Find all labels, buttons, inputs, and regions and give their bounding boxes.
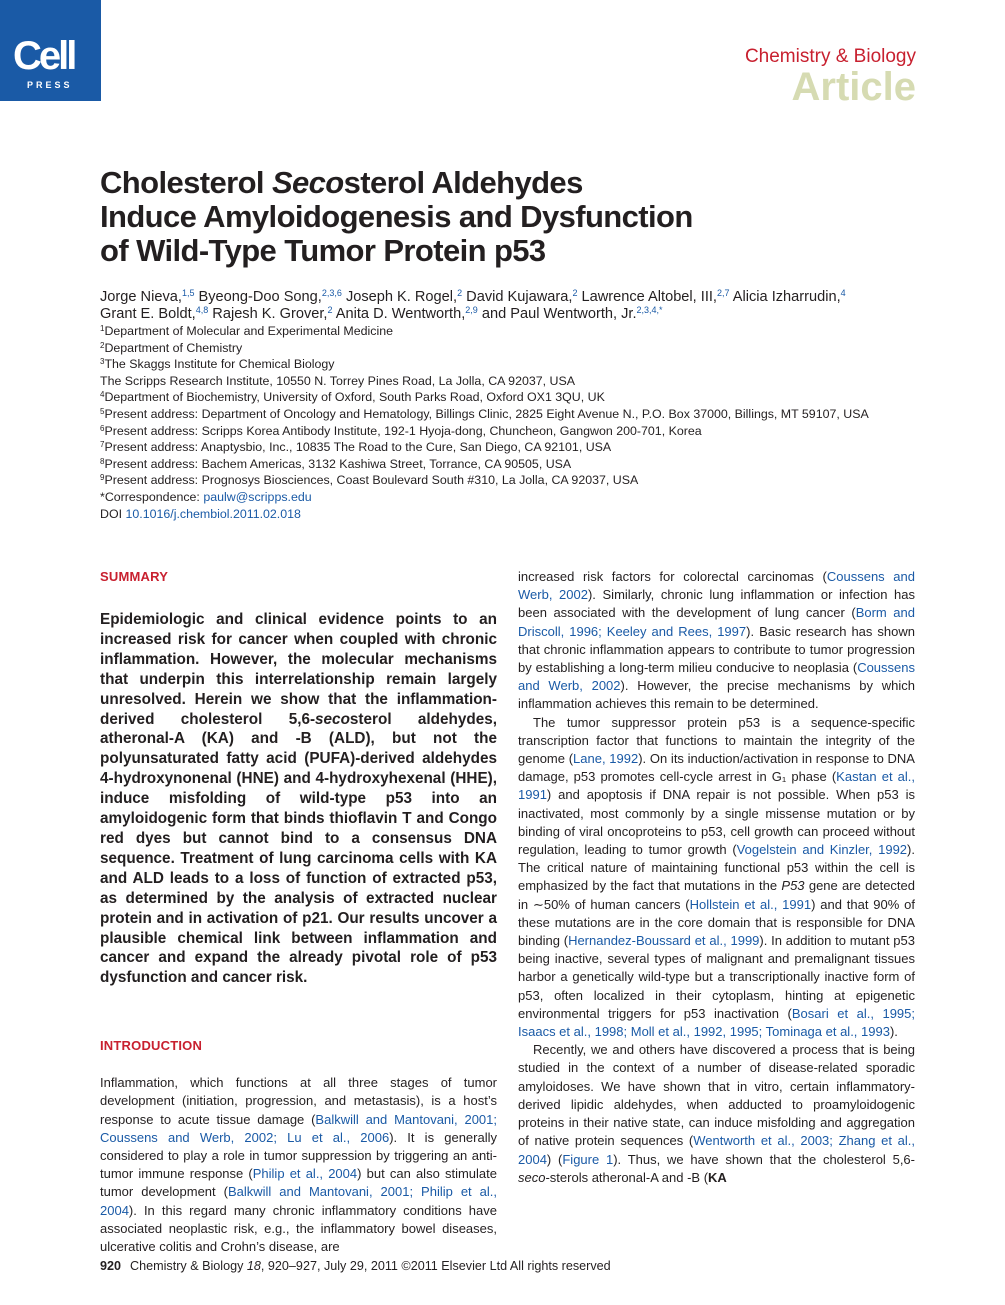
italic-text: seco: [518, 1169, 546, 1185]
affiliation-text: The Skaggs Institute for Chemical Biology: [104, 357, 335, 372]
body-text: ) but can also stimulate tumor development (: [100, 1166, 497, 1200]
logo-sub: PRESS: [27, 80, 73, 90]
summary-text: [100, 610, 497, 988]
affiliation-text: Department of Biochemistry, University of Oxford, South Parks Road, Oxford OX1 3QU, UK: [104, 390, 605, 405]
affiliation: [100, 423, 930, 440]
author-line-1: [100, 289, 930, 306]
affiliation-text: Present address: Department of Oncology and Hematology, Billings Clinic, 2825 Eight Avenue N., P.O. Box 37000, Billings, MT 59107, USA: [104, 406, 869, 421]
affiliation: [100, 323, 930, 340]
footer-volume: 18: [246, 1259, 261, 1273]
citation-link[interactable]: Coussens and Werb, 2002: [518, 569, 915, 603]
affiliation: [100, 373, 930, 390]
affiliation: [100, 472, 930, 489]
title-line-1-italic: Seco: [271, 165, 344, 200]
correspondence-email-link[interactable]: paulw@scripps.edu: [203, 489, 312, 504]
citation-link[interactable]: Kastan et al., 1991: [518, 769, 915, 803]
title-line-1-post: sterol Aldehydes: [343, 165, 583, 200]
cell-press-logo[interactable]: [0, 0, 101, 101]
doi-link[interactable]: 10.1016/j.chembiol.2011.02.018: [125, 506, 301, 521]
paper-title: [100, 166, 920, 268]
citation-link[interactable]: Coussens and Werb, 2002: [518, 660, 915, 694]
author: David Kujawara,: [466, 289, 573, 305]
affiliation-number: 3: [100, 357, 105, 367]
author-list: [100, 289, 930, 323]
affiliation-number: 8: [100, 456, 105, 466]
author-affiliation-ref[interactable]: 2: [572, 288, 578, 298]
summary-text-part: sterol aldehydes, atheronal-A (KA) and -B (ALD), but not the polyunsaturated fatty acid (PUFA)-derived aldehydes 4-hydroxynonenal (HNE) and 4-hydroxyhexenal (HHE), induce misfolding of wild-type p53 into an amyloidogenic form that binds thioflavin T and Congo red dyes but cannot bind to a consensus DNA sequence. Treatment of lung carcinoma cells with KA and ALD leads to a loss of function of extracted p53, as determined by the analysis of extracted nuclear protein and in activation of p21. Our results uncover a plausible chemical link between inflammation and cancer and expand the already pivotal role of p53 dysfunction and cancer risk.: [100, 710, 497, 987]
author-affiliation-ref[interactable]: 4,8: [195, 305, 209, 315]
footer-journal: Chemistry & Biology: [130, 1259, 247, 1273]
doi: [100, 506, 930, 523]
author: Byeong-Doo Song,: [198, 289, 322, 305]
affiliation: [100, 439, 930, 456]
body-text: ). On its induction/activation in response to DNA damage, p53 promotes cell-cycle arrest in G₁ phase (: [518, 751, 915, 785]
affiliation-number: 6: [100, 423, 105, 433]
affiliation-text: Department of Chemistry: [104, 340, 243, 355]
author-affiliation-ref[interactable]: 4: [840, 288, 846, 298]
author-affiliation-ref[interactable]: 2,3,4,*: [636, 305, 663, 315]
logo-main: Cell: [13, 34, 75, 78]
author: Lawrence Altobel, III,: [581, 289, 717, 305]
citation-link[interactable]: Hernandez-Boussard et al., 1999: [568, 933, 760, 949]
left-column: [100, 568, 497, 1256]
article-type: Article: [791, 65, 916, 109]
intro-paragraph-3: [518, 1041, 915, 1187]
author-line-2: [100, 306, 930, 323]
body-text: ).: [889, 1024, 898, 1040]
author: Grant E. Boldt,: [100, 306, 196, 322]
affiliation-number: 1: [100, 324, 105, 333]
citation-link[interactable]: Wentworth et al., 2003; Zhang et al., 2004: [518, 1133, 916, 1167]
affiliation-text: Present address: Scripps Korea Antibody Institute, 192-1 Hyoja-dong, Chuncheon, Gangwon 200-701, Korea: [104, 423, 702, 438]
body-text: ). Thus, we have shown that the cholesterol 5,6-: [613, 1151, 915, 1167]
affiliation-text: Present address: Bachem Americas, 3132 Kashiwa Street, Torrance, CA 90505, USA: [104, 456, 572, 471]
page-footer: [100, 1258, 611, 1274]
title-line-2: Induce Amyloidogenesis and Dysfunction: [100, 199, 693, 234]
doi-label: DOI: [100, 506, 126, 521]
bold-text: KA: [708, 1169, 727, 1185]
summary-heading: SUMMARY: [100, 569, 169, 584]
affiliation-text: Present address: Prognosys Biosciences, Coast Boulevard South #310, La Jolla, CA 92037, USA: [104, 473, 639, 488]
citation-link[interactable]: Figure 1: [562, 1151, 614, 1167]
author: Alicia Izharrudin,: [732, 289, 841, 305]
citation-link[interactable]: Lane, 1992: [573, 751, 639, 767]
body-text: ) and apoptosis if DNA repair is not possible. When p53 is inactivated, most commonly by a single missense mutation or by binding of viral oncoproteins to p53, cell growth can proceed without regulation, leading to tumor growth (: [518, 787, 915, 858]
affiliation-number: 7: [100, 440, 105, 450]
intro-paragraph-1: [100, 1074, 497, 1256]
citation-link[interactable]: Borm and Driscoll, 1996; Keeley and Rees, 1997: [518, 605, 915, 639]
affiliation: [100, 456, 930, 473]
citation-link[interactable]: Vogelstein and Kinzler, 1992: [736, 842, 908, 858]
body-text: ). Basic research has shown that chronic inflammation appears to contribute to tumor progression by establishing a long-term milieu conducive to neoplasia (: [518, 623, 916, 676]
citation-link[interactable]: Hollstein et al., 1991: [689, 896, 812, 912]
citation-link[interactable]: Balkwill and Mantovani, 2001; Philip et al., 2004: [100, 1184, 497, 1218]
body-text: gene are detected in ∼50% of human cancers (: [518, 878, 915, 912]
summary-text-italic: seco: [315, 710, 350, 728]
affiliation-number: 5: [100, 406, 105, 416]
body-text: ). The critical nature of maintaining functional p53 within the cell is emphasized by the fact that mutations in the: [518, 842, 915, 894]
affiliation-number: 4: [100, 390, 105, 400]
author: Jorge Nieva,: [100, 289, 182, 305]
citation-link[interactable]: Bosari et al., 1995; Isaacs et al., 1998; Moll et al., 1992, 1995; Tominaga et al., 1993: [518, 1005, 915, 1040]
intro-paragraph-2: [518, 714, 915, 1042]
author: and Paul Wentworth, Jr.: [481, 306, 637, 322]
body-text: ). In this regard many chronic inflammatory conditions have associated neoplastic risk, e.g., the inflammatory bowel diseases, ulcerative colitis and Crohn’s disease, are: [100, 1202, 497, 1255]
affiliation: [100, 406, 930, 423]
author: Anita D. Wentworth,: [335, 306, 466, 322]
body-text: -sterols atheronal-A and -B (: [545, 1169, 709, 1185]
body-text: ). It is generally considered to play a role in tumor suppression by triggering an anti-tumor immune response (: [100, 1129, 497, 1182]
footer-citation: , 920–927, July 29, 2011 ©2011 Elsevier Ltd All rights reserved: [260, 1259, 611, 1273]
author-affiliation-ref[interactable]: 2: [457, 288, 463, 298]
body-text: ) and that 90% of these mutations are in the core domain that is responsible for DNA binding (: [518, 896, 916, 949]
journal-name: Chemistry & Biology: [744, 46, 916, 67]
correspondence: [100, 489, 930, 506]
body-text: Inflammation, which functions at all three stages of tumor development (initiation, progression, and metastasis), is a host’s response to acute tissue damage (: [100, 1075, 497, 1127]
body-text: The tumor suppressor protein p53 is a sequence-specific transcription factor that functions to maintain the integrity of the genome (: [518, 714, 915, 767]
introduction-heading: INTRODUCTION: [100, 1038, 203, 1054]
affiliation: [100, 389, 930, 406]
citation-link[interactable]: Philip et al., 2004: [252, 1166, 358, 1182]
body-text: ) (: [546, 1151, 563, 1167]
affiliation-text: Present address: Anaptysbio, Inc., 10835 The Road to the Cure, San Diego, CA 92101, USA: [104, 440, 612, 455]
correspondence-label: *Correspondence:: [100, 489, 204, 504]
page-number: 920: [100, 1259, 122, 1273]
affiliation-text: Department of Molecular and Experimental Medicine: [104, 324, 394, 338]
body-text: increased risk factors for colorectal carcinomas (: [518, 569, 827, 584]
affiliation-number: 9: [100, 473, 105, 483]
body-text: ). In addition to mutant p53 being inactive, several types of malignant and premalignant tissues harbor a genetically wild-type but a transcriptionally inactive form of p53, often localized in their cytoplasm, hinting at epigenetic environmental triggers for p53 inactivation (: [518, 933, 915, 1021]
author-affiliation-ref[interactable]: 2,7: [717, 288, 730, 298]
author: Rajesh K. Grover,: [212, 306, 328, 322]
affiliation-text: The Scripps Research Institute, 10550 N. Torrey Pines Road, La Jolla, CA 92037, USA: [100, 373, 575, 388]
affiliation: [100, 340, 930, 357]
summary-text-part: Epidemiologic and clinical evidence points to an increased risk for cancer when coupled with chronic inflammation. However, the molecular mechanisms that underpin this interrelationship remain largely unresolved. Herein we show that the inflammation-derived cholesterol 5,6-: [100, 611, 497, 728]
affiliation: [100, 356, 930, 373]
title-line-1-pre: Cholesterol: [100, 165, 272, 200]
author: Joseph K. Rogel,: [345, 289, 458, 305]
affiliation-number: 2: [100, 340, 105, 350]
title-line-1: [100, 166, 920, 200]
right-column: [518, 568, 915, 1187]
citation-link[interactable]: Balkwill and Mantovani, 2001; Coussens and Werb, 2002; Lu et al., 2006: [100, 1111, 497, 1145]
author-affiliation-ref[interactable]: 2,9: [465, 305, 478, 315]
title-line-3: of Wild-Type Tumor Protein p53: [100, 233, 546, 268]
intro-paragraph-1-continued: [518, 568, 915, 714]
author-affiliation-ref[interactable]: 1,5: [181, 288, 195, 298]
affiliations: [100, 323, 930, 522]
author-affiliation-ref[interactable]: 2: [327, 305, 333, 315]
body-text: ). However, the precise mechanisms by which inflammation achieves this remain to be determined.: [518, 678, 915, 712]
body-text: Recently, we and others have discovered a process that is being studied in the context of a number of disease-related sporadic amyloidoses. We have shown that in vitro, certain inflammatory-derived lipidic aldehydes, when adducted to proamyloidogenic proteins in their native state, can induce misfolding and aggregation of native protein sequences (: [518, 1042, 915, 1149]
author-affiliation-ref[interactable]: 2,3,6: [321, 288, 342, 298]
body-text: ). Similarly, chronic lung inflammation or infection has been associated with the development of lung cancer (: [518, 587, 916, 621]
italic-text: P53: [781, 878, 805, 894]
